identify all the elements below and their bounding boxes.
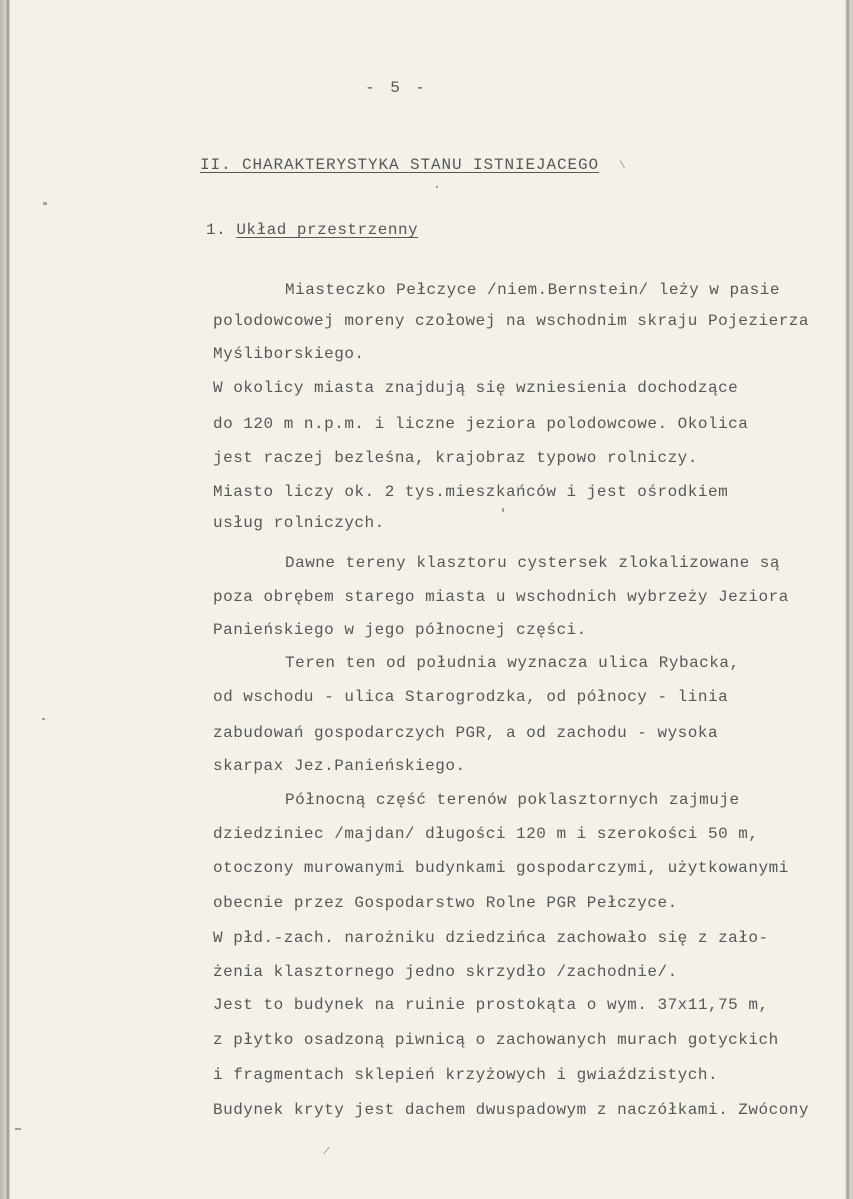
page-left-edge <box>0 0 10 1199</box>
body-line: Budynek kryty jest dachem dwuspadowym z naczółkami. Zwócony <box>213 1101 809 1119</box>
body-line: otoczony murowanymi budynkami gospodarczymi, użytkowanymi <box>213 859 789 877</box>
body-line: usług rolniczych. <box>213 514 385 532</box>
body-line: W płd.-zach. narożniku dziedzińca zachowało się z zało- <box>213 929 769 947</box>
body-line: W okolicy miasta znajdują się wzniesienia dochodzące <box>213 379 739 397</box>
body-line: Miasto liczy ok. 2 tys.mieszkańców i jest ośrodkiem <box>213 483 729 501</box>
page-number: - 5 - <box>365 79 429 97</box>
body-line: dziedziniec /majdan/ długości 120 m i szerokości 50 m, <box>213 825 759 843</box>
stray-mark <box>15 1128 21 1130</box>
body-line: Myśliborskiego. <box>213 345 365 363</box>
section-heading: II. CHARAKTERYSTYKA STANU ISTNIEJACEGO <box>200 156 600 174</box>
body-line: z płytko osadzoną piwnicą o zachowanych murach gotyckich <box>213 1031 779 1049</box>
body-line: do 120 m n.p.m. i liczne jeziora polodowcowe. Okolica <box>213 415 749 433</box>
body-line: skarpax Jez.Panieńskiego. <box>213 757 466 775</box>
stray-mark <box>323 1147 330 1155</box>
body-line: obecnie przez Gospodarstwo Rolne PGR Pełczyce. <box>213 894 678 912</box>
body-line: jest raczej bezleśna, krajobraz typowo rolniczy. <box>213 449 698 467</box>
subsection-number: 1. <box>206 221 227 239</box>
body-line: Północną część terenów poklasztornych zajmuje <box>285 791 740 809</box>
subsection-heading <box>206 220 418 240</box>
stray-mark <box>42 718 45 720</box>
body-line: poza obrębem starego miasta u wschodnich wybrzeży Jeziora <box>213 588 789 606</box>
body-line: Panieńskiego w jego północnej części. <box>213 621 587 639</box>
stray-mark <box>620 160 625 168</box>
body-line: Jest to budynek na ruinie prostokąta o wym. 37x11,75 m, <box>213 996 769 1014</box>
body-line: polodowcowej moreny czołowej na wschodnim skraju Pojezierza <box>213 312 809 330</box>
body-line: od wschodu - ulica Starogrodzka, od północy - linia <box>213 688 729 706</box>
body-line: i fragmentach sklepień krzyżowych i gwiaździstych. <box>213 1066 719 1084</box>
body-line: Dawne tereny klasztoru cystersek zlokalizowane są <box>285 554 780 572</box>
body-line: zabudowań gospodarczych PGR, a od zachodu - wysoka <box>213 724 719 742</box>
body-line: żenia klasztornego jedno skrzydło /zachodnie/. <box>213 963 678 981</box>
stray-mark <box>43 202 47 205</box>
subsection-title: Układ przestrzenny <box>236 221 419 239</box>
page-right-edge <box>845 0 853 1199</box>
body-line: Teren ten od południa wyznacza ulica Rybacka, <box>285 654 740 672</box>
body-line: Miasteczko Pełczyce /niem.Bernstein/ leży w pasie <box>285 281 780 299</box>
stray-mark <box>436 186 438 188</box>
stray-mark <box>502 508 504 512</box>
